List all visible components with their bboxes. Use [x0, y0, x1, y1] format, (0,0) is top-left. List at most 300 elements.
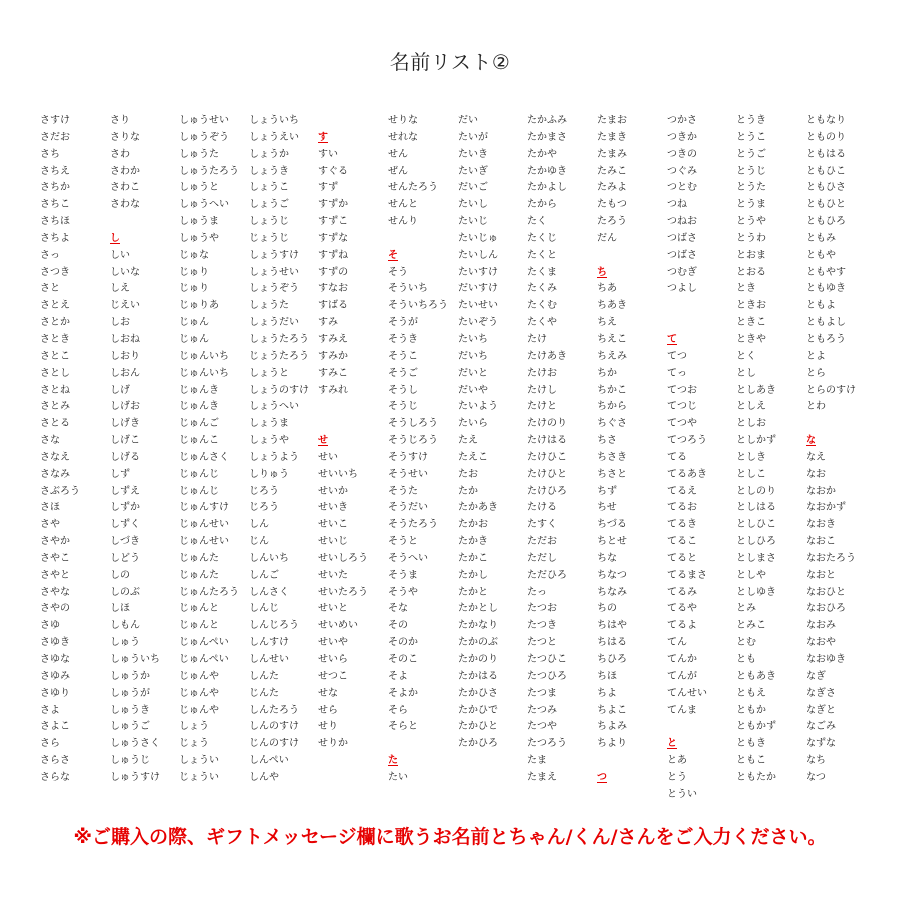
name-entry: せいと: [318, 603, 348, 615]
name-entry: たかと: [458, 586, 488, 598]
name-entry: たかとし: [458, 603, 498, 615]
name-entry: しんせい: [249, 654, 289, 665]
name-entry: さちほ: [40, 216, 70, 228]
name-entry: ちあ: [597, 283, 617, 295]
name-entry: ちから: [597, 401, 627, 413]
name-entry: じん: [249, 536, 269, 548]
name-entry: てつお: [667, 384, 697, 396]
name-column: [110, 113, 180, 787]
name-entry: たかき: [458, 536, 488, 548]
name-entry: たつき: [527, 620, 557, 632]
name-entry: ちぐさ: [597, 418, 627, 430]
name-entry: すばる: [318, 300, 348, 312]
name-entry: ともや: [806, 249, 836, 261]
name-entry: たいが: [458, 131, 488, 143]
name-entry: たから: [527, 199, 557, 211]
name-entry: さらな: [40, 771, 70, 783]
name-entry: ちえみ: [597, 350, 627, 362]
name-entry: たつひろ: [527, 670, 567, 682]
name-entry: なち: [806, 755, 826, 767]
name-entry: じゅんぺい: [179, 637, 229, 649]
name-column: [667, 113, 737, 804]
name-entry: たかお: [458, 519, 488, 531]
name-entry: しょうや: [249, 435, 289, 447]
name-entry: とら: [806, 367, 826, 379]
name-entry: ちあき: [597, 300, 627, 312]
name-entry: じゅんぺい: [179, 654, 229, 665]
name-entry: だい: [458, 115, 478, 126]
name-entry: しゅうたろう: [179, 165, 239, 177]
name-entry: そうこ: [388, 350, 418, 362]
name-entry: しづき: [110, 536, 140, 548]
name-entry: てるよ: [667, 620, 697, 632]
name-entry: てんが: [667, 670, 697, 682]
name-entry: しょうた: [249, 300, 289, 312]
name-column: [806, 113, 876, 787]
name-entry: さとね: [40, 384, 70, 396]
name-entry: たいすけ: [458, 266, 498, 278]
name-entry: しのぶ: [110, 586, 140, 598]
name-entry: じゅんと: [179, 620, 219, 632]
name-entry: しゅうさく: [110, 738, 160, 750]
name-entry: たつひこ: [527, 654, 567, 665]
name-entry: たみよ: [597, 182, 627, 194]
name-entry: そよか: [388, 687, 418, 699]
name-entry: なおや: [806, 637, 836, 649]
name-entry: てんま: [667, 704, 697, 716]
name-entry: てんか: [667, 654, 697, 665]
name-entry: じゅんいち: [179, 350, 229, 362]
name-entry: ちかこ: [597, 384, 627, 396]
name-entry: ともろう: [806, 333, 846, 345]
name-entry: しずえ: [110, 485, 140, 497]
name-entry: さわ: [110, 148, 130, 160]
name-entry: さほ: [40, 502, 60, 514]
name-entry: たけはる: [527, 435, 567, 447]
empty-cell: [667, 315, 737, 332]
name-entry: つね: [667, 199, 687, 211]
name-entry: だいすけ: [458, 283, 498, 295]
name-entry: しょうま: [249, 418, 289, 430]
name-entry: ちほ: [597, 670, 617, 682]
name-entry: ちひろ: [597, 654, 627, 665]
name-entry: そうま: [388, 569, 418, 581]
name-entry: ちか: [597, 367, 617, 379]
name-entry: しゅうと: [179, 182, 219, 194]
name-entry: ときや: [736, 333, 766, 345]
name-entry: しおり: [110, 350, 140, 362]
name-entry: たかひで: [458, 704, 498, 716]
name-entry: しょうだい: [249, 317, 299, 329]
name-entry: ともひろ: [806, 216, 846, 228]
name-entry: つきの: [667, 148, 697, 160]
name-entry: ぜん: [388, 165, 408, 177]
name-entry: ともひこ: [806, 165, 846, 177]
name-entry: としゆき: [736, 586, 776, 598]
name-entry: しゅうせい: [179, 115, 229, 126]
name-entry: たけあき: [527, 350, 567, 362]
name-entry: ともひさ: [806, 182, 846, 194]
name-entry: せりか: [318, 738, 348, 750]
name-column: [179, 113, 249, 787]
name-entry: たつま: [527, 687, 557, 699]
name-entry: ちより: [597, 738, 627, 750]
name-entry: とうご: [736, 148, 766, 160]
name-entry: だいと: [458, 367, 488, 379]
name-entry: じゅりあ: [179, 300, 219, 312]
name-entry: てつや: [667, 418, 697, 430]
name-entry: なおゆき: [806, 654, 846, 665]
name-entry: としのり: [736, 485, 776, 497]
name-entry: じゅり: [179, 283, 209, 295]
name-entry: しげお: [110, 401, 140, 413]
name-entry: ちの: [597, 603, 617, 615]
name-entry: たかあき: [458, 502, 498, 514]
name-entry: つばさ: [667, 232, 697, 244]
name-entry: しんた: [249, 670, 279, 682]
name-entry: じゅんた: [179, 569, 219, 581]
name-entry: としまさ: [736, 552, 776, 564]
name-entry: じゅんと: [179, 603, 219, 615]
name-column: [40, 113, 110, 787]
name-entry: たけお: [527, 367, 557, 379]
name-entry: とおる: [736, 266, 766, 278]
name-entry: とみ: [736, 603, 756, 615]
name-entry: しょうと: [249, 367, 289, 379]
name-entry: そうし: [388, 384, 418, 396]
name-entry: しょういち: [249, 115, 299, 126]
name-entry: さわな: [110, 199, 140, 211]
name-entry: としき: [736, 451, 766, 463]
name-entry: ときお: [736, 300, 766, 312]
name-entry: とおま: [736, 249, 766, 261]
name-entry: しず: [110, 468, 130, 480]
name-entry: とう: [667, 771, 687, 783]
name-entry: すずな: [318, 232, 349, 244]
name-entry: さつき: [40, 266, 70, 278]
name-entry: じゅり: [179, 266, 209, 278]
name-entry: しんのすけ: [249, 721, 299, 733]
name-entry: ともかず: [736, 721, 776, 733]
name-entry: しんじ: [249, 603, 279, 615]
name-entry: そうご: [388, 367, 418, 379]
name-entry: たかのり: [458, 654, 498, 665]
name-entry: とむ: [736, 637, 756, 649]
name-entry: すずか: [318, 199, 349, 211]
name-entry: たかまさ: [527, 131, 567, 143]
name-entry: とわ: [806, 401, 826, 413]
name-entry: たまみ: [597, 148, 627, 160]
name-entry: じろう: [249, 485, 279, 497]
name-entry: とし: [736, 367, 756, 379]
name-entry: ちなみ: [597, 586, 627, 598]
name-entry: せん: [388, 148, 408, 160]
kana-heading: て: [667, 333, 677, 345]
name-entry: せら: [318, 704, 338, 716]
name-entry: ともひと: [806, 199, 846, 211]
name-entry: さゆり: [40, 687, 70, 699]
name-entry: しゅうや: [179, 232, 219, 244]
name-entry: たいき: [458, 148, 488, 160]
name-entry: しんさく: [249, 586, 289, 598]
name-entry: なおと: [806, 569, 836, 581]
name-entry: そうが: [388, 317, 418, 329]
name-entry: しゅうが: [110, 687, 150, 699]
name-entry: しょうい: [179, 755, 219, 767]
name-entry: そう: [388, 266, 408, 278]
name-entry: たいじゅ: [458, 232, 498, 244]
name-entry: ちはや: [597, 620, 627, 632]
empty-cell: [806, 416, 876, 433]
name-entry: ともえ: [736, 687, 766, 699]
name-entry: たっ: [527, 586, 547, 598]
name-entry: たいじ: [458, 216, 488, 228]
name-entry: ともき: [736, 738, 766, 750]
name-entry: しゅうた: [179, 148, 219, 160]
name-entry: なぎと: [806, 704, 836, 716]
name-entry: じょうたろう: [249, 350, 309, 362]
empty-cell: [667, 719, 737, 736]
name-entry: ちず: [597, 485, 617, 497]
name-entry: しもん: [110, 620, 140, 632]
kana-heading: す: [318, 131, 328, 143]
page-title: 名前リスト②: [389, 50, 511, 74]
name-entry: せんたろう: [388, 182, 438, 194]
name-entry: つばさ: [667, 249, 697, 261]
name-entry: しゅうご: [110, 721, 150, 733]
kana-heading: せ: [318, 435, 328, 447]
name-entry: たかし: [458, 569, 488, 581]
name-column: [527, 113, 597, 787]
name-entry: ただし: [527, 552, 557, 564]
name-entry: せんり: [388, 216, 418, 228]
name-entry: とき: [736, 283, 756, 295]
name-entry: ちさと: [597, 468, 627, 480]
name-entry: じゅな: [179, 249, 209, 261]
name-entry: てつろう: [667, 435, 707, 447]
name-entry: ともゆき: [806, 283, 846, 295]
name-entry: てつじ: [667, 401, 697, 413]
name-entry: せいき: [318, 502, 348, 514]
name-entry: すなお: [318, 283, 348, 295]
name-entry: たえ: [458, 435, 478, 447]
name-entry: そうと: [388, 536, 418, 548]
name-entry: そうじ: [388, 401, 418, 413]
name-entry: しょうすけ: [249, 249, 299, 261]
name-entry: たける: [527, 502, 557, 514]
name-entry: つむぎ: [667, 266, 697, 278]
name-entry: つとむ: [667, 182, 697, 194]
empty-cell: [318, 113, 388, 130]
name-entry: たくと: [527, 249, 557, 261]
name-entry: なつ: [806, 771, 826, 783]
name-entry: さちえ: [40, 165, 70, 177]
name-entry: なおひろ: [806, 603, 846, 615]
name-entry: つねお: [667, 216, 697, 228]
name-entry: たかなり: [458, 620, 498, 632]
name-entry: そのか: [388, 637, 418, 649]
name-entry: ともこ: [736, 755, 766, 767]
name-entry: てるみ: [667, 586, 697, 598]
name-entry: さり: [110, 115, 130, 126]
name-entry: さよ: [40, 704, 60, 716]
name-entry: せいたろう: [318, 586, 368, 598]
name-entry: すみれ: [318, 384, 348, 396]
kana-heading: ち: [597, 266, 607, 278]
name-entry: しゅうか: [110, 670, 150, 682]
name-entry: つきか: [667, 131, 697, 143]
name-entry: じゅんじ: [179, 468, 219, 480]
name-entry: さとき: [40, 333, 70, 345]
name-entry: としえ: [736, 401, 766, 413]
name-entry: たけひと: [527, 468, 567, 480]
name-entry: たま: [527, 755, 547, 767]
name-entry: たけ: [527, 333, 547, 345]
name-entry: なおみ: [806, 620, 836, 632]
name-entry: なごみ: [806, 721, 836, 733]
name-entry: せいじ: [318, 536, 348, 548]
name-entry: しおね: [110, 333, 140, 345]
name-entry: たえこ: [458, 451, 488, 463]
name-entry: たけのり: [527, 418, 567, 430]
name-entry: とものり: [806, 131, 846, 143]
name-entry: たくや: [527, 317, 557, 329]
name-entry: せんと: [388, 199, 418, 211]
name-entry: たかひろ: [458, 738, 498, 750]
name-entry: せりな: [388, 115, 418, 126]
name-entry: じゅんや: [179, 687, 219, 699]
name-entry: なぎさ: [806, 687, 836, 699]
name-entry: さちか: [40, 182, 70, 194]
name-entry: としこ: [736, 468, 766, 480]
name-entry: たい: [388, 771, 408, 783]
name-entry: てっ: [667, 367, 687, 379]
name-column: [458, 113, 528, 753]
name-entry: たかこ: [458, 552, 488, 564]
name-entry: たかや: [527, 148, 557, 160]
name-entry: そうすけ: [388, 451, 428, 463]
name-entry: としひろ: [736, 536, 776, 548]
name-entry: たかのぶ: [458, 637, 498, 649]
gift-message-note: ※ご購入の際、ギフトメッセージ欄に歌うお名前とちゃん/くん/さんをご入力ください。: [73, 826, 827, 848]
name-entry: じゅんいち: [179, 367, 229, 379]
name-entry: さやか: [40, 536, 70, 548]
name-column: [736, 113, 806, 787]
name-entry: とうじ: [736, 165, 766, 177]
name-entry: じんた: [249, 687, 279, 699]
kana-heading: な: [806, 435, 816, 447]
name-entry: としや: [736, 569, 766, 581]
name-entry: としひこ: [736, 519, 776, 531]
name-entry: しょうたろう: [249, 333, 309, 345]
name-entry: しんいち: [249, 552, 289, 564]
name-entry: とうこ: [736, 131, 766, 143]
name-entry: そうき: [388, 333, 418, 345]
name-entry: じえい: [110, 300, 140, 312]
name-entry: てるまさ: [667, 569, 707, 581]
name-entry: てつ: [667, 350, 687, 362]
name-entry: そういちろう: [388, 300, 448, 312]
name-entry: そうや: [388, 586, 418, 598]
name-entry: とうい: [667, 788, 697, 800]
name-entry: しげき: [110, 418, 140, 430]
name-entry: さやの: [40, 603, 70, 615]
name-entry: たかゆき: [527, 165, 567, 177]
name-entry: たまお: [597, 115, 627, 126]
name-entry: しょうよう: [249, 451, 299, 463]
name-entry: たいし: [458, 199, 488, 211]
empty-cell: [318, 416, 388, 433]
name-entry: たかはる: [458, 670, 498, 682]
name-entry: さやと: [40, 569, 70, 581]
name-entry: なおこ: [806, 536, 836, 548]
name-entry: さやな: [40, 586, 70, 598]
name-column: [388, 113, 458, 787]
name-entry: その: [388, 620, 408, 632]
name-entry: しゅう: [110, 637, 140, 649]
name-entry: しどう: [110, 552, 140, 564]
name-entry: すぐる: [318, 165, 348, 177]
name-entry: たいち: [458, 333, 488, 345]
name-entry: そうじろう: [388, 435, 438, 447]
name-entry: そうだい: [388, 502, 428, 514]
name-entry: ともよし: [806, 317, 846, 329]
name-entry: しんじろう: [249, 620, 299, 632]
name-entry: しょうじ: [249, 216, 289, 228]
name-entry: とらのすけ: [806, 384, 856, 396]
name-entry: ちよ: [597, 687, 617, 699]
name-entry: しゅうき: [110, 704, 150, 716]
name-entry: しゅうへい: [179, 199, 229, 211]
name-entry: じゅんじ: [179, 485, 219, 497]
name-entry: たいぞう: [458, 317, 498, 329]
name-entry: とうわ: [736, 232, 766, 244]
name-entry: さちよ: [40, 232, 70, 244]
name-entry: たすく: [527, 519, 557, 531]
name-entry: しおん: [110, 367, 140, 379]
name-entry: しゅうぞう: [179, 131, 229, 143]
name-entry: そうたろう: [388, 519, 438, 531]
name-entry: たいせい: [458, 300, 498, 312]
name-entry: てん: [667, 637, 687, 649]
name-entry: じゅん: [179, 333, 209, 345]
name-entry: つぐみ: [667, 165, 697, 177]
empty-cell: [388, 231, 458, 248]
kana-heading: た: [388, 755, 398, 767]
kana-heading: し: [110, 232, 120, 244]
name-entry: しんたろう: [249, 704, 299, 716]
name-entry: なお: [806, 468, 826, 480]
name-entry: じゅんや: [179, 704, 219, 716]
name-entry: とうや: [736, 216, 766, 228]
name-entry: さちこ: [40, 199, 70, 211]
name-entry: たお: [458, 468, 478, 480]
name-entry: しい: [110, 249, 130, 261]
name-entry: しんや: [249, 771, 279, 783]
name-entry: じゅんご: [179, 418, 219, 430]
name-entry: さな: [40, 435, 60, 447]
name-entry: としあき: [736, 384, 776, 396]
name-entry: さらさ: [40, 755, 70, 767]
name-column: [597, 113, 667, 787]
name-entry: ちえこ: [597, 333, 627, 345]
name-entry: としかず: [736, 435, 776, 447]
name-entry: とよ: [806, 350, 826, 362]
name-entry: せいか: [318, 485, 348, 497]
name-entry: たけひろ: [527, 485, 567, 497]
name-entry: さゆな: [40, 654, 70, 665]
name-entry: じんのすけ: [249, 738, 299, 750]
